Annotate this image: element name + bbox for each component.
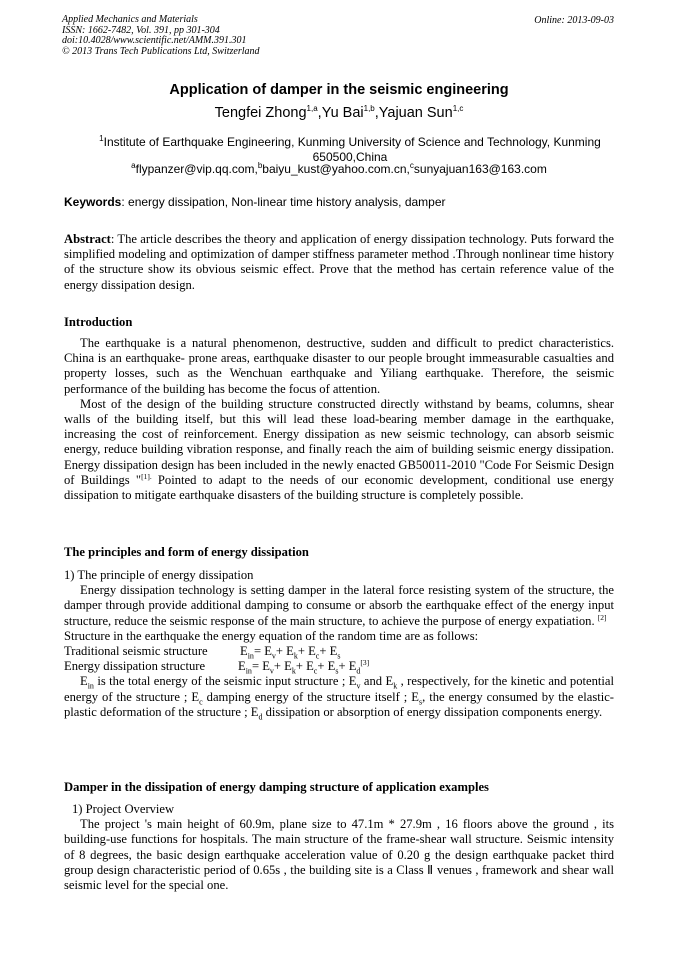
author-sup: 1,c	[452, 104, 464, 113]
email-sup: a	[131, 161, 136, 170]
keywords-text: : energy dissipation, Non-linear time history analysis, damper	[121, 195, 446, 209]
author-name: Yajuan Sun	[378, 104, 453, 121]
email-sup: b	[257, 161, 263, 170]
citation-ref: [1].	[141, 471, 152, 481]
journal-header	[62, 15, 260, 57]
doi-line: doi:10.4028/www.scientific.net/AMM.391.301	[62, 35, 247, 46]
eq-term: + E	[273, 659, 292, 674]
equation-label: Energy dissipation structure	[64, 659, 206, 674]
eq-sub: s	[337, 651, 341, 661]
abstract	[64, 232, 614, 293]
email-link[interactable]: baiyu_kust@yahoo.com.cn,	[262, 162, 410, 176]
damper-body	[64, 802, 614, 893]
author-sep: ,	[317, 104, 322, 121]
equation-label: Traditional seismic structure	[64, 644, 208, 659]
eq-term: + E	[295, 659, 314, 674]
author-list	[0, 104, 678, 121]
def-text: is the total energy of the seismic input structure ; E	[93, 674, 357, 689]
eq-sub: v	[269, 666, 274, 676]
equation-body	[238, 659, 369, 674]
def-sub: v	[356, 681, 361, 691]
intro-paragraph-2	[64, 397, 614, 503]
principles-paragraph-3	[64, 674, 614, 720]
eq-sub: v	[271, 651, 276, 661]
email-sup: c	[409, 161, 414, 170]
def-text: , respectively, for the kinetic and potential energy of the structure ; E	[64, 674, 614, 704]
author-sep: ,	[374, 104, 379, 121]
def-sub: k	[393, 681, 398, 691]
eq-sub: c	[313, 666, 318, 676]
affiliation-text: Institute of Earthquake Engineering, Kunming University of Science and Technology, Kunming 650500,China	[103, 135, 601, 164]
eq-term: + E	[319, 644, 338, 659]
equation-dissipation	[64, 659, 614, 674]
def-sub: c	[199, 697, 203, 707]
author-sup: 1,a	[306, 104, 318, 113]
intro-p2-text: Most of the design of the building structure constructed directly withstand by beams, columns, shear walls of the building itself, but this will lead these load-bearing member damage in the earthquake, increasing the cost of reinforcement. Energy dissipation as new seismic technology, can absorb seismic energy, reduce building vibration response, and finally reach the aim of building seismic energy dissipation. Energy dissipation design has been included in the newly enacted GB50011-2010 "Code For Seismic Design of Buildings "	[64, 396, 614, 487]
eq-sub: s	[335, 666, 339, 676]
eq-sub: in	[245, 666, 252, 676]
def-sub: s	[418, 697, 423, 707]
abstract-label: Abstract	[64, 232, 111, 246]
def-text: E	[80, 674, 88, 689]
eq-term: + E	[297, 644, 316, 659]
copyright-line: © 2013 Trans Tech Publications Ltd, Switzerland	[62, 45, 260, 57]
author-name: Tengfei Zhong	[214, 104, 307, 121]
def-text: damping energy of the structure itself ; E	[202, 689, 419, 704]
principles-body	[64, 568, 614, 720]
def-text: , the energy consumed by the elastic-plastic deformation of the structure ; E	[64, 689, 615, 719]
section-heading-principles: The principles and form of energy dissipation	[64, 545, 309, 559]
intro-p2-text-end: Pointed to adapt to the needs of our economic development, conditional use energy dissipation to mitigate earthquake disasters of the building structure is completely possible.	[64, 472, 614, 503]
citation-ref: [3]	[360, 658, 370, 668]
eq-term: = E	[251, 659, 270, 674]
affiliation	[80, 131, 620, 165]
eq-term: + E	[275, 644, 294, 659]
eq-sub: in	[247, 651, 254, 661]
email-link[interactable]: flypanzer@vip.qq.com,	[135, 162, 258, 176]
author-sup: 1,b	[363, 104, 375, 113]
online-date: Online: 2013-09-03	[534, 15, 614, 26]
damper-paragraph-1: The project 's main height of 60.9m, plane size to 47.1m * 27.9m , 16 floors above the ground , its building-use functions for hospitals. The main structure of the frame-shear wall structure. Seismic intensity of 8 degrees, the basic design earthquake acceleration value of 0.20 g the design earthquake packet third group design characteristic period of 0.65s , the building site is a Class Ⅱ venues , framework and shear wall seismic level for the special one.	[64, 817, 614, 893]
keywords	[64, 195, 614, 209]
def-text: and E	[360, 674, 394, 689]
affiliation-sup: 1	[99, 134, 104, 143]
email-list	[0, 161, 678, 176]
equation-body	[240, 644, 340, 659]
principles-p1-text: Energy dissipation technology is setting damper in the lateral force resisting system of the structure, the damper through provide additional damping to consume or absorb the earthquake effect of the energy input structure, reduce the seismic response of the main structure, to achieve the purpose of energy expatiation.	[64, 583, 614, 628]
eq-term: E	[238, 659, 246, 674]
eq-sub: k	[291, 666, 296, 676]
eq-term: + E	[317, 659, 336, 674]
paper-title: Application of damper in the seismic engineering	[169, 82, 509, 98]
subsection-project-overview: 1) Project Overview	[72, 802, 175, 816]
def-text: dissipation or absorption of energy dissipation components energy.	[262, 704, 603, 719]
section-heading-damper: Damper in the dissipation of energy damping structure of application examples	[64, 780, 489, 794]
subsection-principle: 1) The principle of energy dissipation	[64, 568, 254, 582]
intro-paragraph-1: The earthquake is a natural phenomenon, destructive, sudden and difficult to predict characteristics. China is an earthquake- prone areas, earthquake disaster to our people brought immeasurable casualties and property losses, such as the Wenchuan earthquake and Yiliang earthquake. Therefore, the seismic performance of the building has become the focus of attention.	[64, 336, 614, 396]
author-name: Yu Bai	[321, 104, 364, 121]
intro-body	[64, 336, 614, 503]
eq-term: E	[240, 644, 248, 659]
eq-sub: d	[356, 666, 361, 676]
equation-traditional	[64, 644, 614, 659]
eq-term: = E	[253, 644, 272, 659]
keywords-label: Keywords	[64, 195, 122, 209]
abstract-text: : The article describes the theory and application of energy dissipation technology. Puts forward the simplified modeling and optimization of damper stiffness parameter method .Through nonlinear time history of the structure show its obvious seismic effect. Prove that the method has certain reference value of the energy dissipation design.	[64, 232, 614, 292]
principles-paragraph-2: Structure in the earthquake the energy equation of the random time are as follows:	[64, 628, 479, 643]
section-heading-introduction: Introduction	[64, 315, 133, 329]
principles-paragraph-1	[64, 583, 614, 629]
eq-sub: c	[315, 651, 320, 661]
eq-term: + E	[338, 659, 357, 674]
def-sub: in	[87, 681, 94, 691]
eq-sub: k	[293, 651, 298, 661]
journal-name: Applied Mechanics and Materials	[62, 14, 198, 25]
issn-line: ISSN: 1662-7482, Vol. 391, pp 301-304	[62, 24, 220, 36]
email-link[interactable]: sunyajuan163@163.com	[413, 162, 547, 176]
citation-ref: [2]	[597, 612, 607, 622]
def-sub: d	[258, 712, 263, 722]
